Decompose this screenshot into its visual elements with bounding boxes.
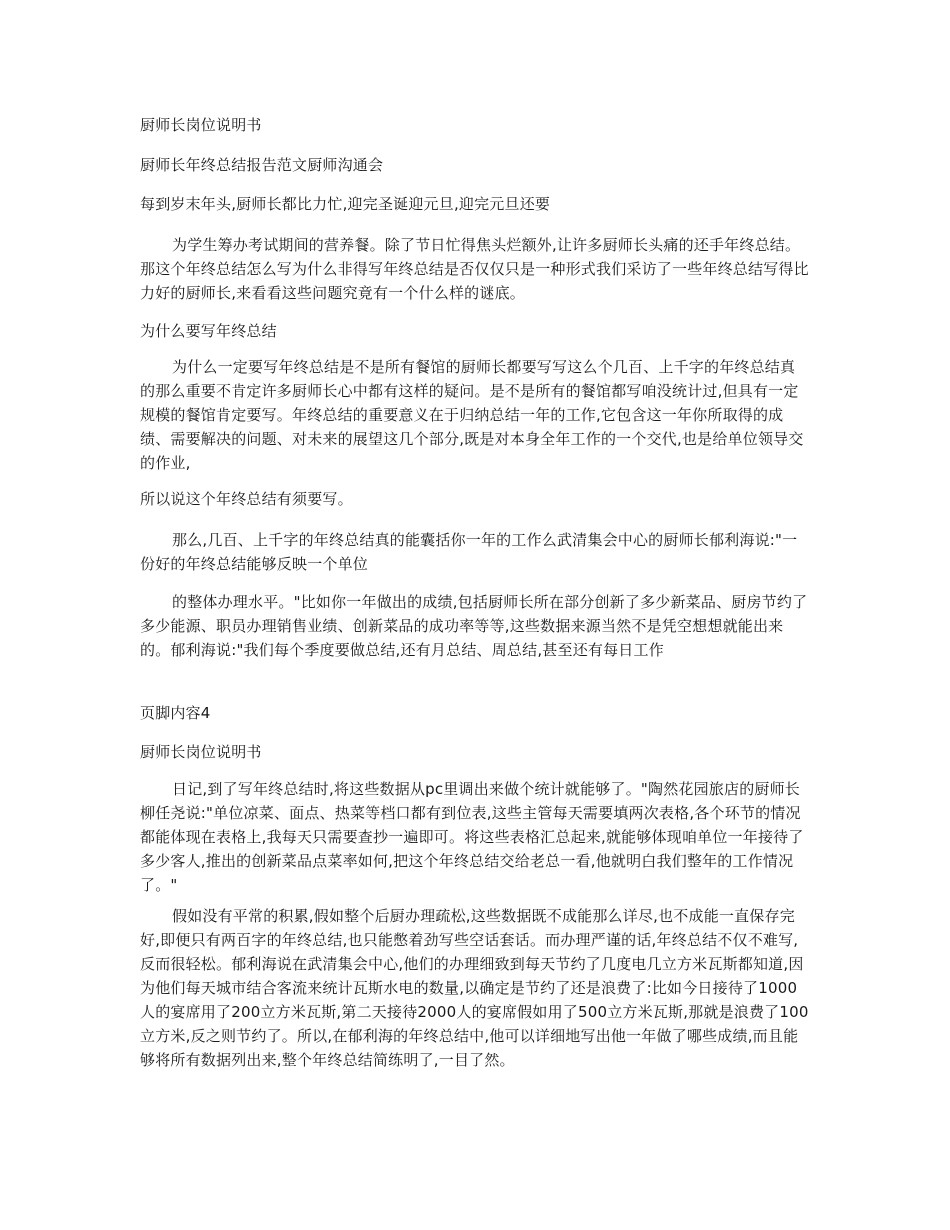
- paragraph-7: 日记,到了写年终总结时,将这些数据从pc里调出来做个统计就能够了。"陶然花园旅店的厨师长柳任尧说:"单位凉菜、面点、热菜等档口都有到位表,这些主管每天需要填两次表格,各个环节的情况都能体现在表格上,我每天只需要查抄一遍即可。将这些表格汇总起来,就能够体现咱单位一年接待了多少客人,推出的创新菜品点菜率如何,把这个年终总结交给老总一看,他就明白我们整年的工作情况了。": [140, 780, 804, 894]
- page-header-2: 厨师长岗位说明书: [140, 743, 262, 761]
- paragraph-4: 所以说这个年终总结有须要写。: [140, 490, 353, 508]
- page-footer: 页脚内容4: [140, 704, 211, 722]
- paragraph-2: 为学生筹办考试期间的营养餐。除了节日忙得焦头烂额外,让许多厨师长头痛的还手年终总结。那这个年终总结怎么写为什么非得写年终总结是否仅仅只是一种形式我们采访了一些年终总结写得比力好的厨师长,来看看这些问题究竟有一个什么样的谜底。: [140, 236, 809, 302]
- section-heading: 为什么要写年终总结: [140, 322, 277, 340]
- paragraph-8: 假如没有平常的积累,假如整个后厨办理疏松,这些数据既不成能那么详尽,也不成能一直保存完好,即便只有两百字的年终总结,也只能憋着劲写些空话套话。而办理严谨的话,年终总结不仅不难写,反而很轻松。郁利海说在武清集会中心,他们的办理细致到每天节约了几度电几立方米瓦斯都知道,因为他们每天城市结合客流来统计瓦斯水电的数量,以确定是节约了还是浪费了:比如今日接待了1000人的宴席用了200立方米瓦斯,第二天接待2000人的宴席假如用了500立方米瓦斯,那就是浪费了100立方米,反之则节约了。所以,在郁利海的年终总结中,他可以详细地写出他一年做了哪些成绩,而且能够将所有数据列出来,整个年终总结简练明了,一目了然。: [140, 907, 809, 1069]
- document-title: 厨师长年终总结报告范文厨师沟通会: [140, 156, 384, 174]
- page-header: 厨师长岗位说明书: [140, 116, 262, 134]
- paragraph-6: 的整体办理水平。"比如你一年做出的成绩,包括厨师长所在部分创新了多少新菜品、厨房节约了多少能源、职员办理销售业绩、创新菜品的成功率等等,这些数据来源当然不是凭空想想就能出来的。郁利海说:"我们每个季度要做总结,还有月总结、周总结,甚至还有每日工作: [140, 593, 808, 659]
- paragraph-3: 为什么一定要写年终总结是不是所有餐馆的厨师长都要写写这么个几百、上千字的年终总结真的那么重要不肯定许多厨师长心中都有这样的疑问。是不是所有的餐馆都写咱没统计过,但具有一定规模的餐馆肯定要写。年终总结的重要意义在于归纳总结一年的工作,它包含这一年你所取得的成绩、需要解决的问题、对未来的展望这几个部分,既是对本身全年工作的一个交代,也是给单位领导交的作业,: [140, 358, 804, 472]
- paragraph-5: 那么,几百、上千字的年终总结真的能囊括你一年的工作么武清集会中心的厨师长郁利海说:"一份好的年终总结能够反映一个单位: [140, 531, 798, 573]
- paragraph-1: 每到岁末年头,厨师长都比力忙,迎完圣诞迎元旦,迎完元旦还要: [140, 195, 551, 213]
